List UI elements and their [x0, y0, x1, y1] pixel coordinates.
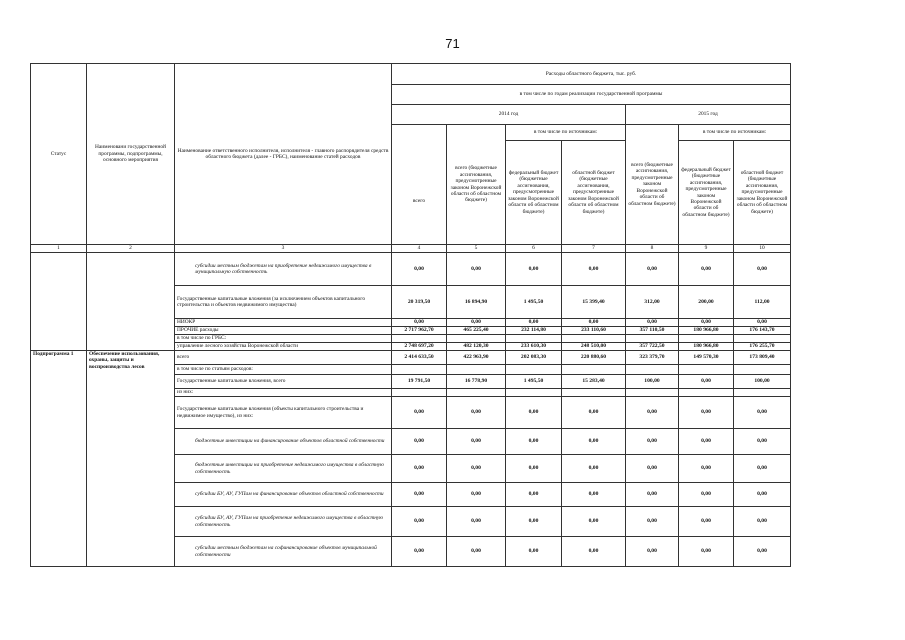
value-cell: 0,00 [562, 507, 626, 537]
value-cell: 0,00 [447, 455, 506, 483]
value-cell: 0,00 [626, 507, 679, 537]
value-cell: 0,00 [562, 397, 626, 429]
value-cell: 0,00 [506, 397, 562, 429]
value-cell: 0,00 [447, 319, 506, 327]
value-cell: 0,00 [626, 319, 679, 327]
value-cell: 233 610,30 [506, 343, 562, 351]
value-cell: 0,00 [392, 319, 447, 327]
row-label: субсидии БУ, АУ, ГУПам на приобретение недвижимого имущества в областную собственность [175, 507, 392, 537]
value-cell: 0,00 [679, 429, 734, 455]
header-total-budget: всего (бюджетные ассигнования, предусмотренные законом Воронежской области об областном бюджете) [447, 125, 506, 245]
row-label: субсидии местным бюджетам на софинансирование объектов муниципальной собственности [175, 537, 392, 567]
column-number: 6 [506, 245, 562, 253]
header-grbs-name: Наименование ответственного исполнителя, исполнителя - главного распорядителя средств областного бюджета (далее - ГРБС), наименование статей расходов [175, 64, 392, 245]
value-cell: 0,00 [506, 429, 562, 455]
header-expenses: Расходы областного бюджета, тыс. руб. [392, 64, 791, 85]
value-cell: 149 570,30 [679, 351, 734, 365]
column-number: 2 [87, 245, 175, 253]
value-cell [679, 365, 734, 375]
value-cell: 0,00 [506, 537, 562, 567]
value-cell [626, 389, 679, 397]
value-cell: 173 809,40 [734, 351, 791, 365]
value-cell: 0,00 [679, 537, 734, 567]
value-cell: 422 963,90 [447, 351, 506, 365]
value-cell: 0,00 [447, 507, 506, 537]
row-label: Государственные капитальные вложения, всего [175, 375, 392, 389]
row-label: в том числе по статьям расходов: [175, 365, 392, 375]
value-cell [392, 335, 447, 343]
value-cell: 0,00 [447, 397, 506, 429]
header-by-sources-2015: в том числе по источникам: [679, 125, 791, 141]
column-number: 9 [679, 245, 734, 253]
value-cell: 100,00 [626, 375, 679, 389]
value-cell: 0,00 [734, 319, 791, 327]
row-label: Государственные капитальные вложения (объекты капитального строительства и недвижимое имущество), из них: [175, 397, 392, 429]
header-by-sources-2014: в том числе по источникам: [506, 125, 626, 141]
value-cell: 0,00 [626, 483, 679, 507]
value-cell [392, 365, 447, 375]
value-cell [734, 389, 791, 397]
value-cell [626, 365, 679, 375]
value-cell: 0,00 [447, 537, 506, 567]
column-number: 10 [734, 245, 791, 253]
value-cell: 248 510,00 [562, 343, 626, 351]
value-cell: 0,00 [626, 253, 679, 286]
value-cell: 0,00 [679, 507, 734, 537]
value-cell: 0,00 [392, 483, 447, 507]
value-cell: 0,00 [562, 253, 626, 286]
value-cell: 0,00 [626, 429, 679, 455]
header-federal-2014: федеральный бюджет (бюджетные ассигнования, предусмотренные законом Воронежской области об областном бюджете) [506, 141, 562, 245]
value-cell: 176 255,70 [734, 343, 791, 351]
header-status: Статус [31, 64, 87, 245]
value-cell: 220 880,60 [562, 351, 626, 365]
value-cell: 0,00 [447, 429, 506, 455]
value-cell: 0,00 [506, 507, 562, 537]
row-label: бюджетные инвестиции на приобретение недвижимого имущества в областную собственность [175, 455, 392, 483]
value-cell [447, 365, 506, 375]
value-cell [447, 389, 506, 397]
value-cell: 0,00 [392, 253, 447, 286]
column-number: 7 [562, 245, 626, 253]
value-cell: 0,00 [562, 319, 626, 327]
header-federal-2015: федеральный бюджет (бюджетные ассигнования, предусмотренные законом Воронежской области об областном бюджете) [679, 141, 734, 245]
value-cell: 0,00 [626, 455, 679, 483]
value-cell: 176 143,70 [734, 327, 791, 335]
value-cell: 0,00 [734, 253, 791, 286]
value-cell: 465 225,40 [447, 327, 506, 335]
column-number: 1 [31, 245, 87, 253]
value-cell: 16 894,90 [447, 286, 506, 319]
value-cell: 0,00 [562, 455, 626, 483]
value-cell [734, 335, 791, 343]
column-number: 8 [626, 245, 679, 253]
value-cell [506, 335, 562, 343]
value-cell: 482 120,30 [447, 343, 506, 351]
value-cell: 16 778,90 [447, 375, 506, 389]
value-cell: 0,00 [679, 253, 734, 286]
header-year-2014: 2014 год [392, 105, 626, 125]
value-cell: 312,00 [626, 286, 679, 319]
value-cell [447, 335, 506, 343]
header-regional-2014: областной бюджет (бюджетные ассигнования, предусмотренные законом Воронежской области об областном бюджете) [562, 141, 626, 245]
value-cell: 0,00 [562, 483, 626, 507]
value-cell: 0,00 [734, 429, 791, 455]
row-label: Государственные капитальные вложения (за исключением объектов капитального строительства и объектов недвижимого имущества) [175, 286, 392, 319]
row-label: ПРОЧИЕ расходы [175, 327, 392, 335]
value-cell: 202 083,30 [506, 351, 562, 365]
value-cell: 20 319,50 [392, 286, 447, 319]
value-cell: 0,00 [447, 253, 506, 286]
row-label: субсидии местным бюджетам на приобретение недвижимого имущества в муниципальную собственность [175, 253, 392, 286]
header-year-2015: 2015 год [626, 105, 791, 125]
value-cell [626, 335, 679, 343]
value-cell: 233 110,60 [562, 327, 626, 335]
header-total-2015: всего (бюджетные ассигнования, предусмотренные законом Воронежской области об областном бюджете) [626, 125, 679, 245]
value-cell [679, 389, 734, 397]
value-cell: 0,00 [562, 537, 626, 567]
row-label: всего [175, 351, 392, 365]
value-cell [562, 335, 626, 343]
value-cell: 180 966,80 [679, 343, 734, 351]
value-cell: 0,00 [679, 455, 734, 483]
value-cell [734, 365, 791, 375]
value-cell: 357 722,50 [626, 343, 679, 351]
value-cell [679, 335, 734, 343]
value-cell: 0,00 [679, 397, 734, 429]
value-cell: 0,00 [392, 397, 447, 429]
subprogram-name: Обеспечение использования, охраны, защиты и воспроизводства лесов [87, 351, 175, 567]
value-cell: 0,00 [447, 483, 506, 507]
value-cell: 2 748 697,20 [392, 343, 447, 351]
row-label: НИОКР [175, 319, 392, 327]
page-number: 71 [445, 36, 460, 51]
value-cell: 0,00 [734, 507, 791, 537]
value-cell [392, 389, 447, 397]
value-cell: 112,00 [734, 286, 791, 319]
value-cell: 15 283,40 [562, 375, 626, 389]
value-cell [562, 365, 626, 375]
value-cell: 1 495,50 [506, 375, 562, 389]
value-cell: 0,00 [392, 455, 447, 483]
value-cell: 0,00 [506, 455, 562, 483]
value-cell [506, 389, 562, 397]
column-number: 5 [447, 245, 506, 253]
value-cell: 1 495,50 [506, 286, 562, 319]
value-cell: 15 399,40 [562, 286, 626, 319]
value-cell: 100,00 [734, 375, 791, 389]
column-number: 3 [175, 245, 392, 253]
value-cell: 2 414 633,50 [392, 351, 447, 365]
value-cell: 0,00 [734, 397, 791, 429]
value-cell: 0,00 [679, 319, 734, 327]
row-label: управление лесного хозяйства Воронежской области [175, 343, 392, 351]
value-cell: 0,00 [734, 455, 791, 483]
value-cell: 0,00 [506, 483, 562, 507]
status-cell-empty [31, 253, 87, 351]
value-cell: 200,00 [679, 286, 734, 319]
value-cell: 0,00 [734, 483, 791, 507]
value-cell: 0,00 [626, 397, 679, 429]
row-label: субсидии БУ, АУ, ГУПам на финансирование объектов областной собственности [175, 483, 392, 507]
value-cell [506, 365, 562, 375]
header-program-name: Наименовани государственной программы, подпрограммы, основного мероприятия [87, 64, 175, 245]
subprogram-status: Подпрограмма 1 [31, 351, 87, 567]
value-cell: 232 114,80 [506, 327, 562, 335]
column-number: 4 [392, 245, 447, 253]
header-regional-2015: областной бюджет (бюджетные ассигнования, предусмотренные законом Воронежской области об областном бюджете) [734, 141, 791, 245]
value-cell: 0,00 [562, 429, 626, 455]
value-cell: 19 791,50 [392, 375, 447, 389]
row-label: из них: [175, 389, 392, 397]
value-cell: 0,00 [734, 537, 791, 567]
table-row [31, 253, 791, 286]
value-cell: 0,00 [392, 537, 447, 567]
row-label: в том числе по ГРБС: [175, 335, 392, 343]
value-cell: 2 717 962,70 [392, 327, 447, 335]
value-cell: 0,00 [679, 375, 734, 389]
header-by-years: в том числе по годам реализации государственной программы [392, 85, 791, 105]
value-cell: 0,00 [626, 537, 679, 567]
program-cell-empty [87, 253, 175, 351]
value-cell: 0,00 [506, 253, 562, 286]
value-cell: 357 110,50 [626, 327, 679, 335]
budget-table [30, 63, 791, 567]
value-cell: 180 966,80 [679, 327, 734, 335]
value-cell [562, 389, 626, 397]
table-row [31, 351, 791, 365]
value-cell: 0,00 [679, 483, 734, 507]
value-cell: 0,00 [506, 319, 562, 327]
value-cell: 0,00 [392, 507, 447, 537]
header-total: всего [392, 125, 447, 245]
row-label: бюджетные инвестиции на финансирование объектов областной собственности [175, 429, 392, 455]
value-cell: 323 379,70 [626, 351, 679, 365]
value-cell: 0,00 [392, 429, 447, 455]
